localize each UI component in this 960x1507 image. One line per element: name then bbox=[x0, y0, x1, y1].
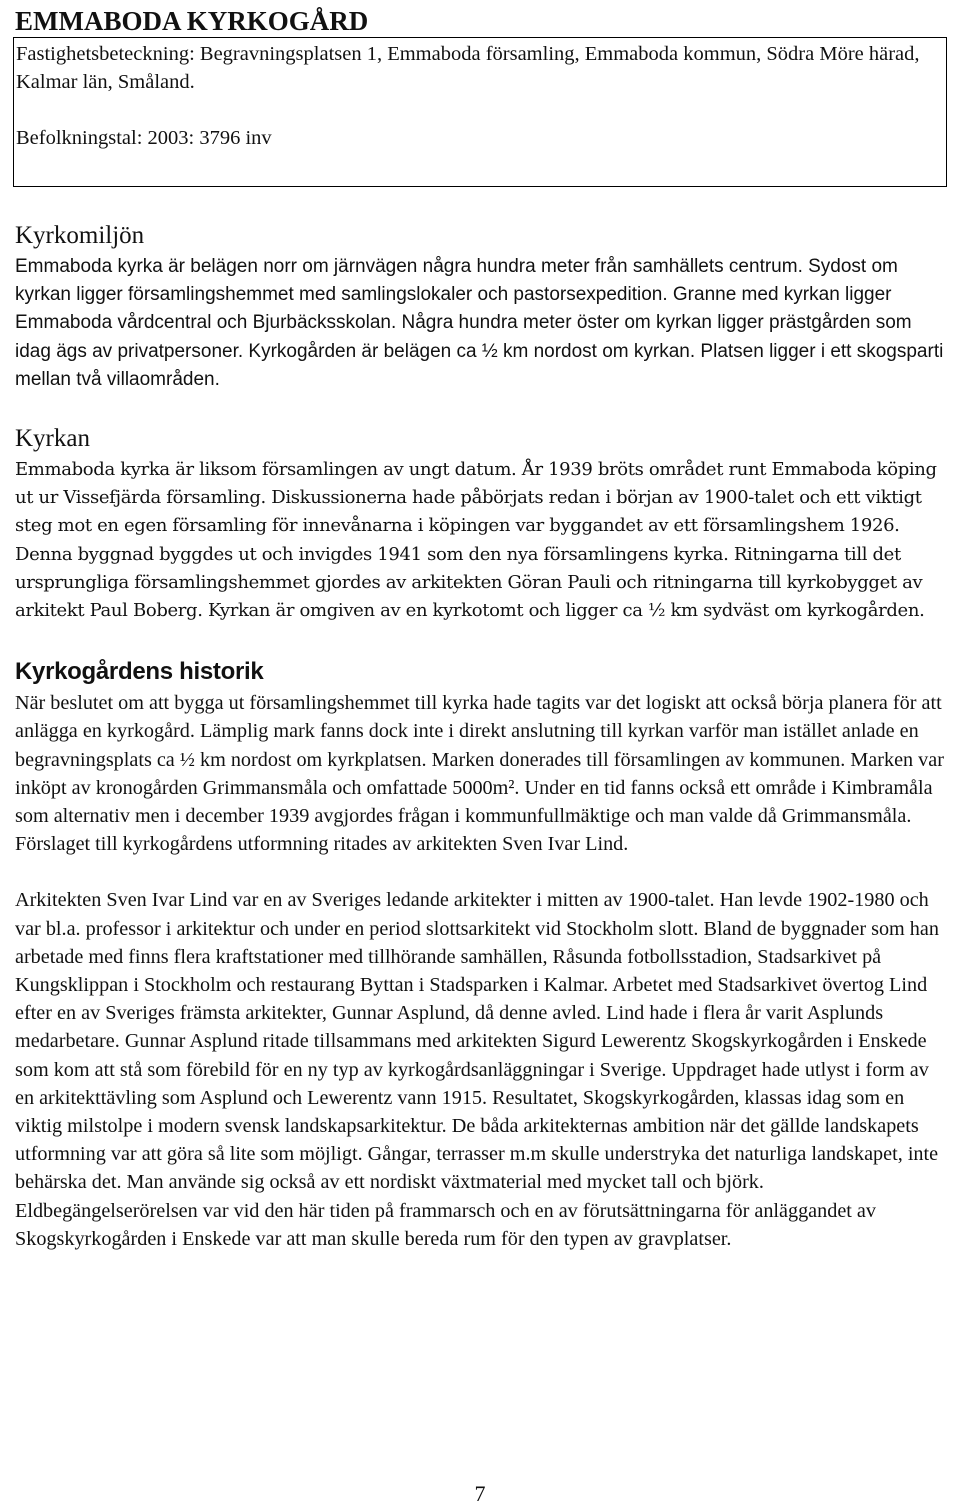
kyrkomiljon-text: Emmaboda kyrka är belägen norr om järnvägen några hundra meter från samhällets centrum. Sydost om kyrkan ligger församlingshemmet med samlingslokaler och pastorsexpedition. Granne med kyrkan ligger Emmaboda vårdcentral och Bjurbäcksskolan. Några hundra meter öster om kyrkan ligger prästgården som idag ägs av privatpersoner. Kyrkogården är belägen ca ½ km nordost om kyrkan. Platsen ligger i ett skogsparti mellan två villaområden. bbox=[15, 256, 944, 390]
document-title: EMMABODA KYRKOGÅRD bbox=[15, 6, 369, 36]
historik-paragraph-2: Arkitekten Sven Ivar Lind var en av Sveriges ledande arkitekter i mitten av 1900-talet. Han levde 1902-1980 och var bl.a. professor i arkitektur och under en period slottsarkitekt vid Stockholm slott. Bland de byggnader som han arbetade med finns flera kraftstationer med tillhörande samhällen, Råsunda fotbollsstadion, Stadsarkivet på Kungsklippan i Stockholm och restaurang Byttan i Stadsparken i Kalmar. Arbetet med Stadsarkivet övertog Lind efter en av Sveriges främsta arkitekter, Gunnar Asplund, då denne avled. Lind hade i flera år varit Asplunds medarbetare. Gunnar Asplund ritade tillsammans med arkitekten Sigurd Lewerentz Skogskyrkogården i Enskede som kom att stå som förebild för en ny typ av kyrkogårdsanläggningar i Sverige. Uppdraget hade utlyst i form av en arkitekttävling som Asplund och Lewerentz vann 1915. Resultatet, Skogskyrkogården, klassas idag som en viktig milstolpe i modern svensk landskapsarkitektur. De båda arkitekternas ambition när det gällde landskapets utformning var att göra så lite som möjligt. Gångar, terrasser m.m skulle understryka det naturliga landskapet, inte behärska det. Man använde sig också av ett nordiskt växtmaterial med mycket tall och björk. Eldbegängelserörelsen var vid den här tiden på frammarsch och en av förutsättningarna för anläggandet av Skogskyrkogården i Enskede var att man skulle bereda rum för den typen av gravplatser. bbox=[15, 889, 939, 1250]
property-designation: Fastighetsbeteckning: Begravningsplatsen 1, Emmaboda församling, Emmaboda kommun, Södra Möre härad, Kalmar län, Småland. bbox=[16, 43, 920, 93]
heading-kyrkomiljon: Kyrkomiljön bbox=[15, 222, 145, 249]
page-number: 7 bbox=[474, 1481, 486, 1506]
heading-historik: Kyrkogårdens historik bbox=[15, 658, 264, 686]
kyrkan-text: Emmaboda kyrka är liksom församlingen av ungt datum. År 1939 bröts området runt Emmaboda köping ut ur Vissefjärda församling. Diskussionerna hade påbörjats redan i början av 1900-talet och ett viktigt steg mot en egen församling för innevånarna i köpingen var byggandet av ett församlingshem 1926. Denna byggnad byggdes ut och invigdes 1941 som den nya församlingens kyrka. Ritningarna till det ursprungliga församlingshemmet gjordes av arkitekten Göran Pauli och ritningarna till kyrkobygget av arkitekt Paul Boberg. Kyrkan är omgiven av en kyrkotomt och ligger ca ½ km sydväst om kyrkogården. bbox=[15, 459, 937, 622]
property-info-box bbox=[13, 37, 947, 187]
document-page bbox=[15, 0, 947, 1253]
heading-kyrkan: Kyrkan bbox=[15, 425, 90, 453]
population-figure: Befolkningstal: 2003: 3796 inv bbox=[16, 127, 272, 149]
historik-paragraph-1: När beslutet om att bygga ut församlingshemmet till kyrka hade tagits var det logiskt att också börja planera för att anlägga en kyrkogård. Lämplig mark fanns dock inte i direkt anslutning till kyrkan varför man istället anlade en begravningsplats ca ½ km nordost om kyrkplatsen. Marken donerades till församlingen av kommunen. Marken var inköpt av kronogården Grimmansmåla och omfattade 5000m². Under en tid fanns också ett område i Kimbramåla som alternativ men i december 1939 avgjordes frågan i kommunfullmäktige och man valde då Grimmansmåla. Förslaget till kyrkogårdens utformning ritades av arkitekten Sven Ivar Lind. bbox=[15, 692, 944, 856]
